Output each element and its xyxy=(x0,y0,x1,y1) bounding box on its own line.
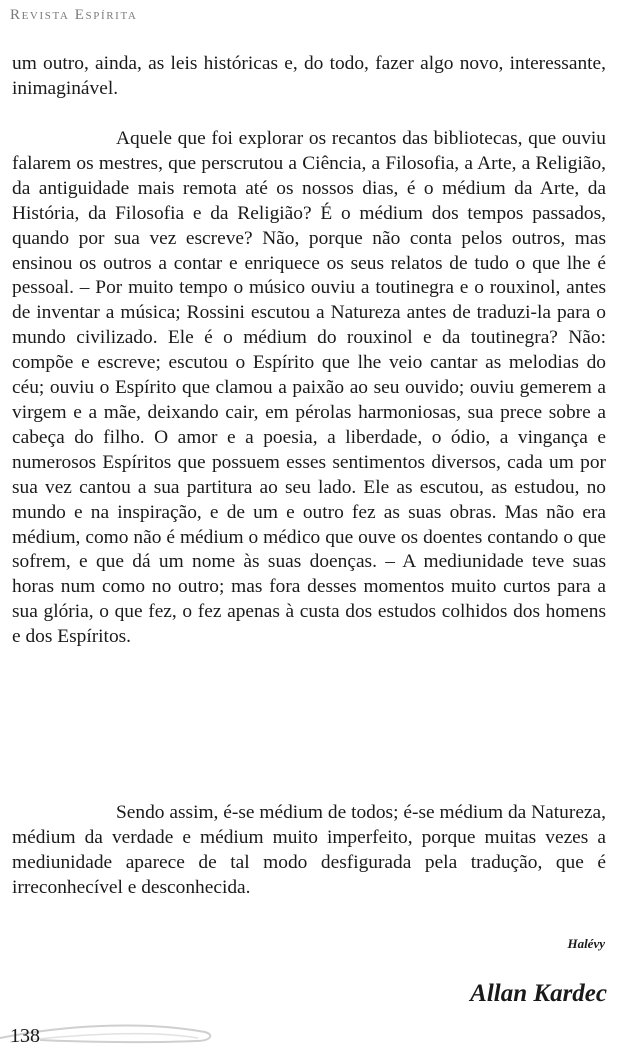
page-number: 138 xyxy=(10,1025,40,1047)
signature-allan-kardec: Allan Kardec xyxy=(470,980,607,1007)
signature-halevy: Halévy xyxy=(567,936,605,951)
running-header: Revista Espírita xyxy=(10,7,138,23)
paragraph-2: Aquele que foi explorar os recantos das bibliotecas, que ouviu falarem os mestres, que perscrutou a Ciência, a Filosofia, a Arte, a Religião, da antiguidade mais remota até os nossos dias, é o médium da Arte, da História, da Filosofia e da Religião? É o médium dos tempos passados, quando por sua vez escreve? Não, porque não conta pelos outros, mas ensinou os outros a contar e enriquece os seus relatos de tudo o que lhe é pessoal. – Por muito tempo o músico ouviu a toutinegra e o rouxinol, antes de inventar a música; Rossini escutou a Natureza antes de traduzi-la para o mundo civilizado. Ele é o médium do rouxinol e da toutinegra? Não: compõe e escreve; escutou o Espírito que lhe veio cantar as melodias do céu; ouviu o Espírito que clamou a paixão ao seu ouvido; ouviu gemerem a virgem e a mãe, deixando cair, em pérolas harmoniosas, sua prece sobre a cabeça do filho. O amor e a poesia, a liberdade, o ódio, a vingança e numerosos Espíritos que possuem esses sentimentos diversos, cada um por sua vez cantou a sua partitura ao seu lado. Ele as escutou, as estudou, no mundo e na inspiração, e de um e outro fez as suas obras. Mas não era médium, como não é médium o médico que ouve os doentes contando o que sofrem, e que dá um nome às suas doenças. – A mediunidade teve suas horas num como no outro; mas fora desses momentos muito curtos para a sua glória, o que fez, o fez apenas à custa dos estudos colhidos dos homens e dos Espíritos. xyxy=(12,128,606,648)
paragraph-3: Sendo assim, é-se médium de todos; é-se médium da Natureza, médium da verdade e médium muito imperfeito, porque muitas vezes a mediunidade aparece de tal modo desfigurada pela tradução, que é irreconhecível e desconhecida. xyxy=(12,802,606,898)
paragraph-1: um outro, ainda, as leis históricas e, do todo, fazer algo novo, interessante, inimaginável. xyxy=(12,53,606,99)
